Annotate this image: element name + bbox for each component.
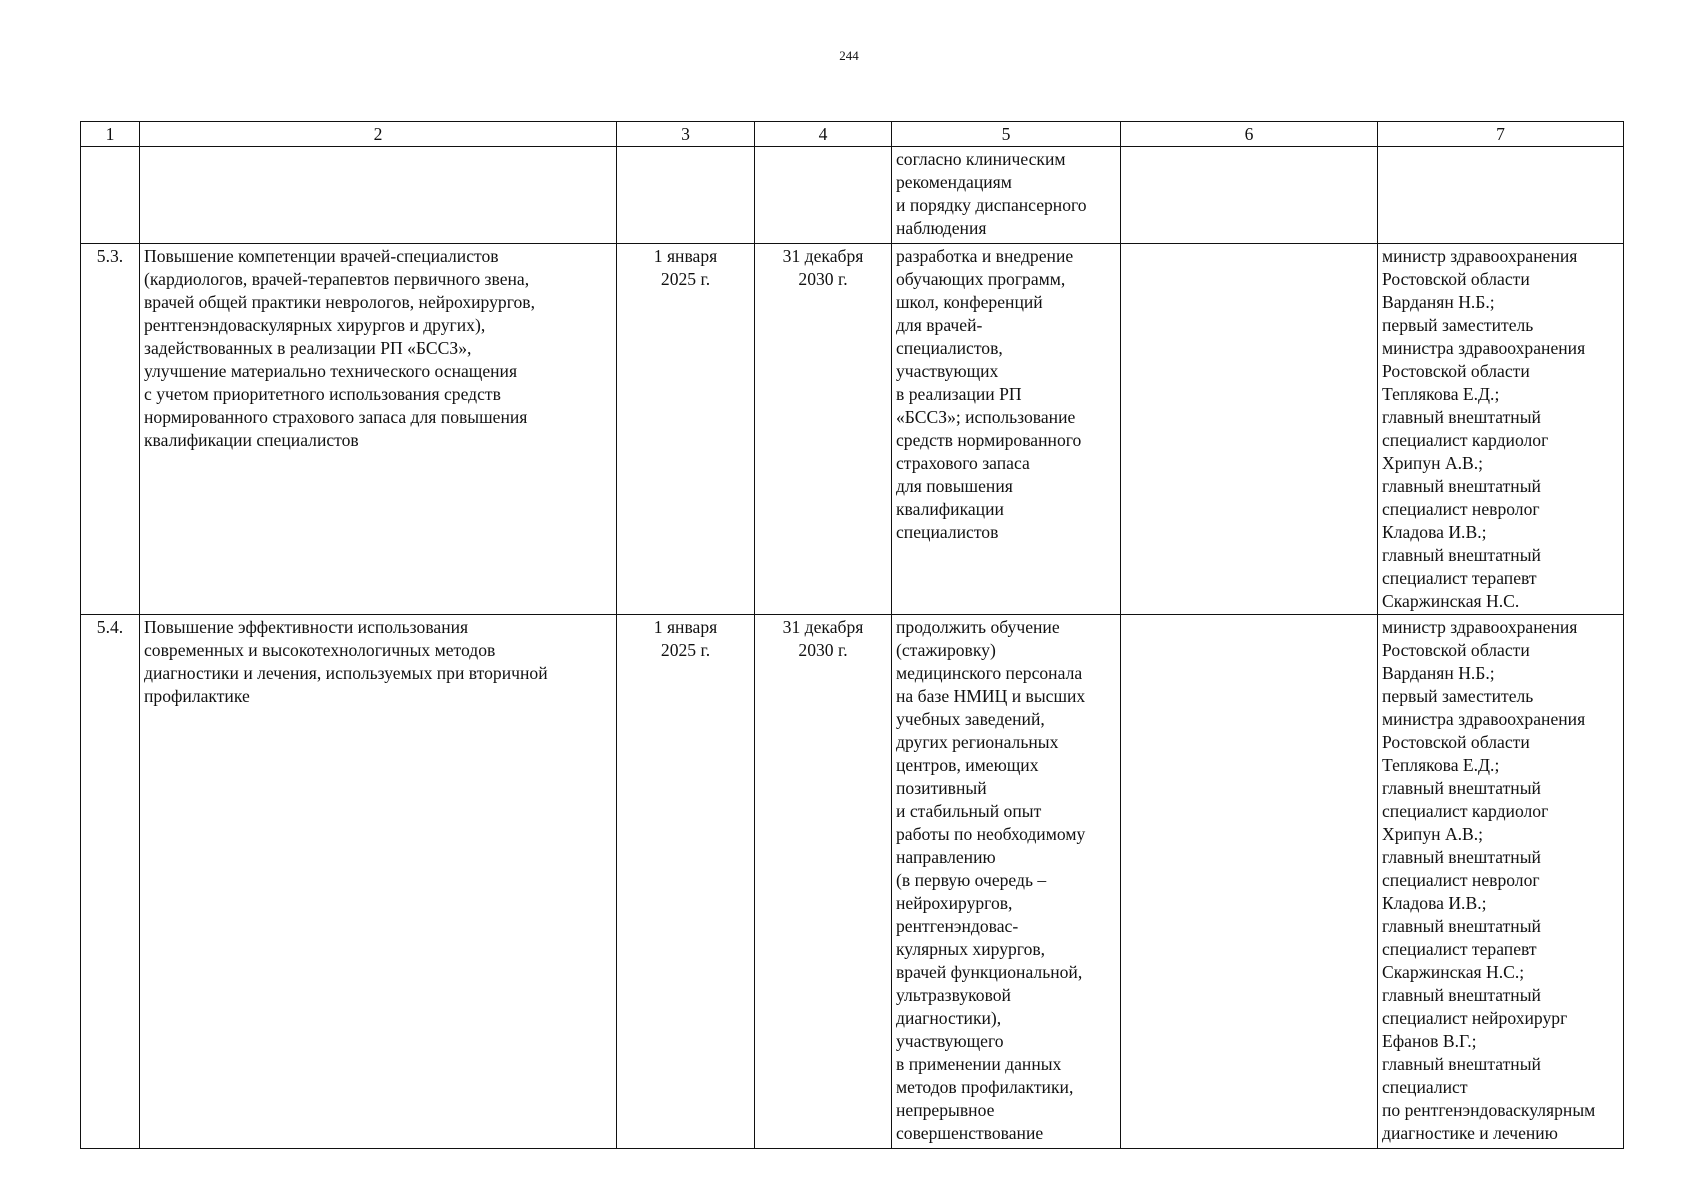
start-date-line: 1 января — [653, 617, 718, 637]
measure-text-line: с учетом приоритетного использования средств — [144, 384, 501, 404]
end-date-line: 2030 г. — [798, 640, 848, 660]
result-text-line: в реализации РП — [896, 384, 1022, 404]
responsible-persons-line: первый заместитель — [1382, 686, 1534, 706]
cell-result-text — [892, 147, 1121, 244]
responsible-persons-line: министр здравоохранения — [1382, 617, 1578, 637]
header-row — [81, 122, 1624, 147]
responsible-persons-line: главный внештатный — [1382, 778, 1541, 798]
table-row — [81, 147, 1624, 244]
responsible-persons-line: министра здравоохранения — [1382, 709, 1586, 729]
result-text-line: участвующих — [896, 361, 999, 381]
result-text-line: медицинского персонала — [896, 663, 1083, 683]
measure-text-line: современных и высокотехнологичных методов — [144, 640, 496, 660]
result-text-line: обучающих программ, — [896, 269, 1066, 289]
responsible-persons-line: Ростовской области — [1382, 269, 1530, 289]
cell-responsible-persons — [1378, 147, 1624, 244]
end-date-line: 2030 г. — [798, 269, 848, 289]
start-date-line: 2025 г. — [660, 640, 711, 660]
result-text-line: наблюдения — [896, 218, 987, 238]
responsible-persons-line: Хрипун А.В.; — [1382, 824, 1484, 844]
responsible-persons-line: Ростовской области — [1382, 732, 1530, 752]
result-text-line: «БССЗ»; использование — [896, 407, 1076, 427]
responsible-persons-line: Хрипун А.В.; — [1382, 453, 1484, 473]
result-text-line: позитивный — [896, 778, 987, 798]
cell-start-date — [617, 615, 755, 1149]
cell-end-date — [755, 615, 892, 1149]
result-text-line: рентгенэндовас- — [896, 916, 1019, 936]
responsible-persons-line: Кладова И.В.; — [1382, 522, 1487, 542]
result-text-line: в применении данных — [896, 1054, 1062, 1074]
responsible-persons-line: главный внештатный — [1382, 1054, 1541, 1074]
result-text-line: специалистов, — [896, 338, 1003, 358]
cell-result-text — [892, 244, 1121, 615]
result-text-line: специалистов — [896, 522, 999, 542]
measure-text-line: улучшение материально технического оснащения — [144, 361, 518, 381]
result-text-line: диагностики), — [896, 1008, 1002, 1028]
cell-measure-text — [140, 244, 617, 615]
cell-measure-text — [140, 147, 617, 244]
cell-column-6 — [1121, 244, 1378, 615]
result-text-line: школ, конференций — [896, 292, 1043, 312]
result-text-line: совершенствование — [896, 1123, 1044, 1143]
cell-result-text — [892, 615, 1121, 1149]
end-date-line: 31 декабря — [782, 617, 864, 637]
responsible-persons-line: Варданян Н.Б.; — [1382, 663, 1495, 683]
responsible-persons-line: Варданян Н.Б.; — [1382, 292, 1495, 312]
responsible-persons-line: главный внештатный — [1382, 476, 1541, 496]
responsible-persons-line: Кладова И.В.; — [1382, 893, 1487, 913]
result-text-line: нейрохирургов, — [896, 893, 1013, 913]
responsible-persons-line: специалист терапевт — [1382, 939, 1537, 959]
responsible-persons-line: Скаржинская Н.С. — [1382, 591, 1520, 611]
responsible-persons-line: главный внештатный — [1382, 545, 1541, 565]
table-body — [81, 147, 1624, 1149]
result-text-line: средств нормированного — [896, 430, 1082, 450]
result-text-line: учебных заведений, — [896, 709, 1045, 729]
measure-text-line: нормированного страхового запаса для повышения — [144, 407, 528, 427]
header-col-1: 1 — [81, 122, 140, 147]
responsible-persons-line: Ефанов В.Г.; — [1382, 1031, 1477, 1051]
result-text-line: врачей функциональной, — [896, 962, 1083, 982]
responsible-persons-line: министра здравоохранения — [1382, 338, 1586, 358]
cell-responsible-persons — [1378, 615, 1624, 1149]
cell-row-number: 5.3. — [81, 244, 140, 615]
responsible-persons-line: первый заместитель — [1382, 315, 1534, 335]
cell-measure-text — [140, 615, 617, 1149]
measure-text-line: диагностики и лечения, используемых при вторичной — [144, 663, 548, 683]
responsible-persons-line: Теплякова Е.Д.; — [1382, 755, 1500, 775]
result-text-line: рекомендациям — [896, 172, 1012, 192]
measure-text-line: (кардиологов, врачей-терапевтов первичного звена, — [144, 269, 530, 289]
responsible-persons-line: главный внештатный — [1382, 407, 1541, 427]
responsible-persons-line: специалист кардиолог — [1382, 430, 1549, 450]
responsible-persons-line: главный внештатный — [1382, 916, 1541, 936]
header-col-5: 5 — [892, 122, 1121, 147]
responsible-persons-line: специалист невролог — [1382, 870, 1540, 890]
cell-end-date — [755, 244, 892, 615]
table-row — [81, 615, 1624, 1149]
measure-text-line: задействованных в реализации РП «БССЗ», — [144, 338, 472, 358]
responsible-persons-line: диагностике и лечению — [1382, 1123, 1558, 1143]
responsible-persons-line: Теплякова Е.Д.; — [1382, 384, 1500, 404]
result-text-line: методов профилактики, — [896, 1077, 1074, 1097]
cell-responsible-persons — [1378, 244, 1624, 615]
responsible-persons-line: по рентгенэндоваскулярным — [1382, 1100, 1596, 1120]
result-text-line: работы по необходимому — [896, 824, 1086, 844]
header-col-3: 3 — [617, 122, 755, 147]
responsible-persons-line: Ростовской области — [1382, 361, 1530, 381]
responsible-persons-line: главный внештатный — [1382, 847, 1541, 867]
result-text-line: и порядку диспансерного — [896, 195, 1087, 215]
result-text-line: ультразвуковой — [896, 985, 1011, 1005]
table-row — [81, 244, 1624, 615]
responsible-persons-line: министр здравоохранения — [1382, 246, 1578, 266]
responsible-persons-line: главный внештатный — [1382, 985, 1541, 1005]
result-text-line: участвующего — [896, 1031, 1004, 1051]
responsible-persons-line: Скаржинская Н.С.; — [1382, 962, 1525, 982]
header-col-2: 2 — [140, 122, 617, 147]
cell-start-date — [617, 147, 755, 244]
cell-column-6 — [1121, 147, 1378, 244]
result-text-line: согласно клиническим — [896, 149, 1066, 169]
result-text-line: для повышения — [896, 476, 1013, 496]
header-col-6: 6 — [1121, 122, 1378, 147]
header-col-4: 4 — [755, 122, 892, 147]
responsible-persons-line: специалист нейрохирург — [1382, 1008, 1568, 1028]
responsible-persons-line: специалист невролог — [1382, 499, 1540, 519]
cell-row-number — [81, 147, 140, 244]
result-text-line: квалификации — [896, 499, 1004, 519]
end-date-line: 31 декабря — [782, 246, 864, 266]
start-date-line: 2025 г. — [660, 269, 711, 289]
measure-text-line: квалификации специалистов — [144, 430, 359, 450]
result-text-line: направлению — [896, 847, 996, 867]
result-text-line: для врачей- — [896, 315, 983, 335]
plan-table — [80, 121, 1624, 1149]
responsible-persons-line: специалист кардиолог — [1382, 801, 1549, 821]
responsible-persons-line: специалист — [1382, 1077, 1468, 1097]
measure-text-line: профилактике — [144, 686, 250, 706]
result-text-line: страхового запаса — [896, 453, 1030, 473]
start-date-line: 1 января — [653, 246, 718, 266]
header-col-7: 7 — [1378, 122, 1624, 147]
result-text-line: на базе НМИЦ и высших — [896, 686, 1086, 706]
cell-end-date — [755, 147, 892, 244]
responsible-persons-line: Ростовской области — [1382, 640, 1530, 660]
result-text-line: центров, имеющих — [896, 755, 1039, 775]
measure-text-line: врачей общей практики неврологов, нейрохирургов, — [144, 292, 535, 312]
page-number: 244 — [839, 48, 859, 63]
measure-text-line: Повышение компетенции врачей-специалистов — [144, 246, 499, 266]
result-text-line: и стабильный опыт — [896, 801, 1042, 821]
result-text-line: (в первую очередь – — [896, 870, 1047, 890]
result-text-line: (стажировку) — [896, 640, 996, 660]
cell-column-6 — [1121, 615, 1378, 1149]
responsible-persons-line: специалист терапевт — [1382, 568, 1537, 588]
result-text-line: кулярных хирургов, — [896, 939, 1046, 959]
cell-row-number: 5.4. — [81, 615, 140, 1149]
result-text-line: других региональных — [896, 732, 1059, 752]
cell-start-date — [617, 244, 755, 615]
result-text-line: разработка и внедрение — [896, 246, 1074, 266]
result-text-line: продолжить обучение — [896, 617, 1060, 637]
measure-text-line: Повышение эффективности использования — [144, 617, 469, 637]
measure-text-line: рентгенэндоваскулярных хирургов и других), — [144, 315, 486, 335]
result-text-line: непрерывное — [896, 1100, 995, 1120]
